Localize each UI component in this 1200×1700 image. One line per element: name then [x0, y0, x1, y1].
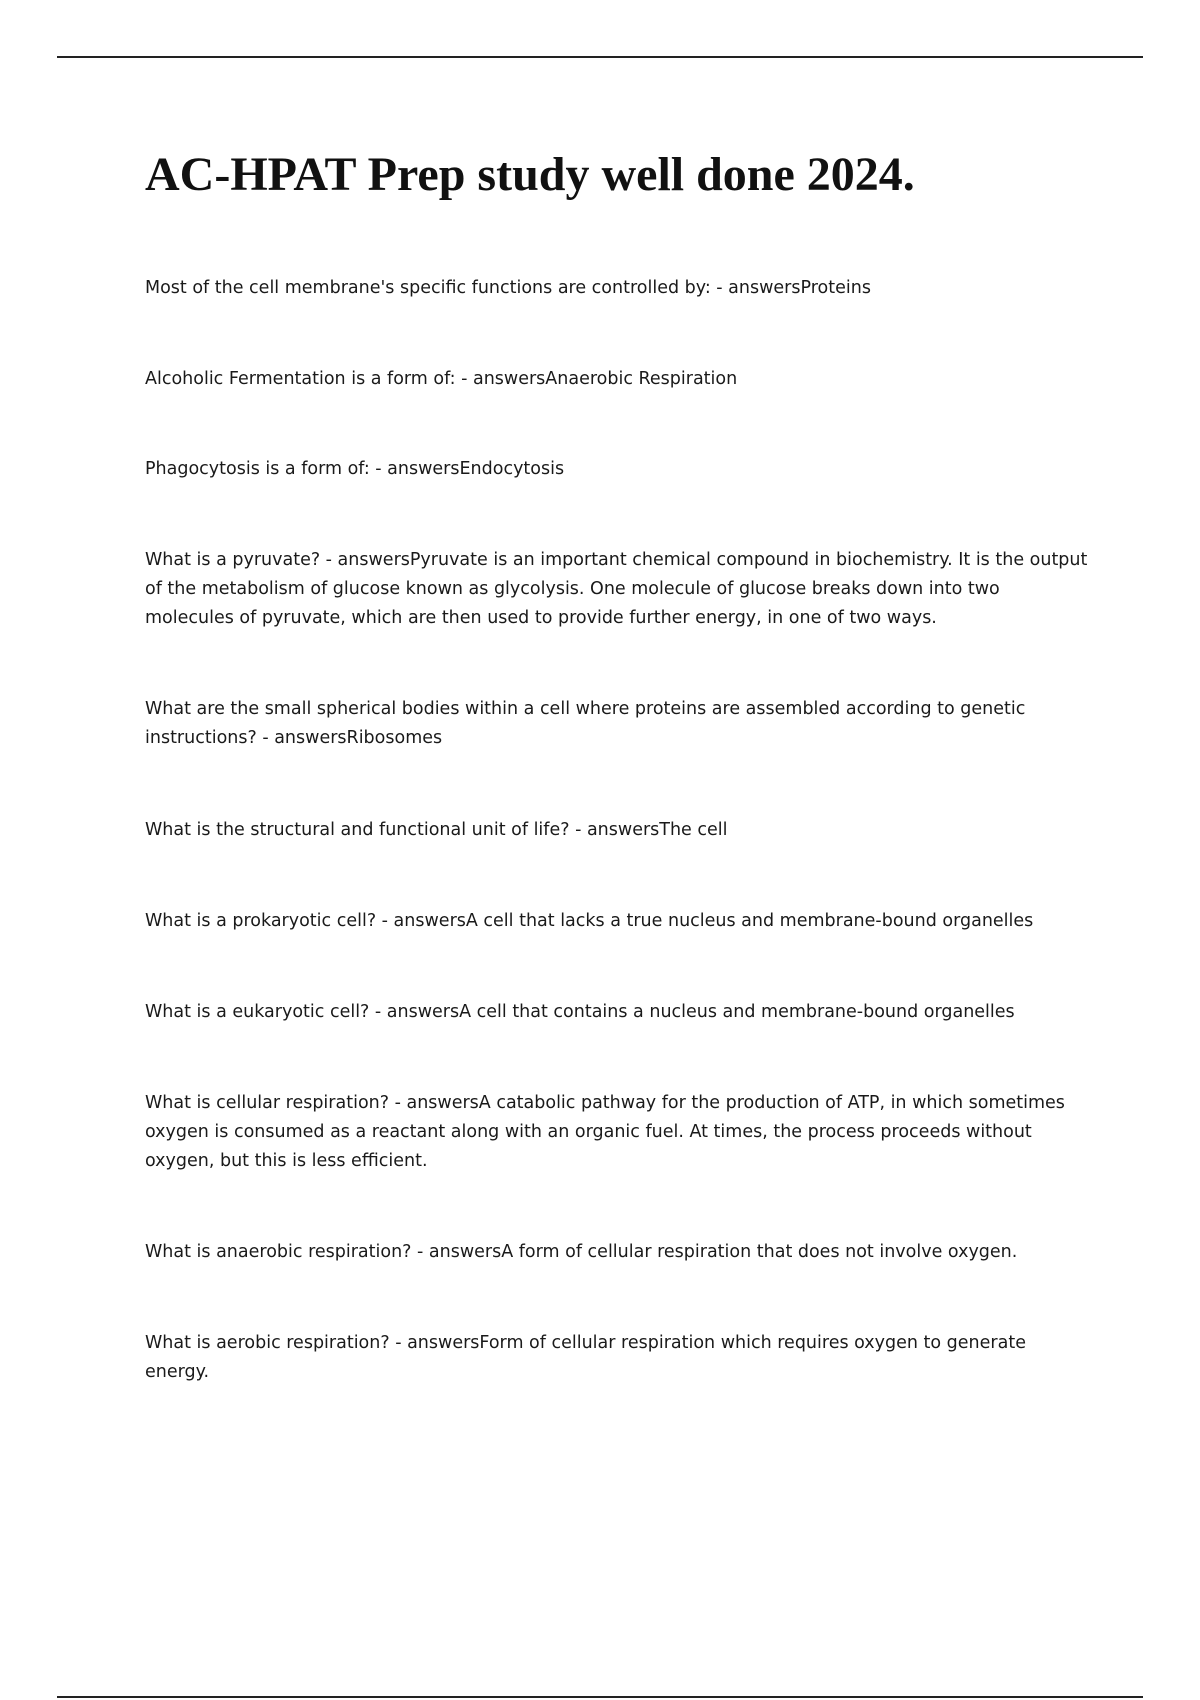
qa-entry: What is anaerobic respiration? - answersA form of cellular respiration that does not involve oxygen. — [145, 1242, 1018, 1262]
qa-entry: What are the small spherical bodies within a cell where proteins are assembled according to genetic instructions? - answersRibosomes — [145, 699, 1026, 748]
qa-entry: What is a eukaryotic cell? - answersA cell that contains a nucleus and membrane-bound organelles — [145, 1002, 1015, 1022]
qa-entry: What is a pyruvate? - answersPyruvate is an important chemical compound in biochemistry. It is the output of the metabolism of glucose known as glycolysis. One molecule of glucose breaks down into two molecules of pyruvate, which are then used to provide further energy, in one of two ways. — [145, 550, 1088, 628]
page-title: AC-HPAT Prep study well done 2024. — [145, 148, 915, 201]
qa-entry: What is the structural and functional unit of life? - answersThe cell — [145, 820, 728, 840]
qa-entry: What is aerobic respiration? - answersForm of cellular respiration which requires oxygen to generate energy. — [145, 1333, 1026, 1382]
qa-entry: Alcoholic Fermentation is a form of: - answersAnaerobic Respiration — [145, 369, 738, 389]
qa-entry: Most of the cell membrane's specific functions are controlled by: - answersProteins — [145, 278, 871, 298]
top-rule — [57, 56, 1143, 58]
qa-entry: Phagocytosis is a form of: - answersEndocytosis — [145, 459, 565, 479]
qa-entry: What is a prokaryotic cell? - answersA cell that lacks a true nucleus and membrane-bound organelles — [145, 911, 1034, 931]
qa-entry: What is cellular respiration? - answersA catabolic pathway for the production of ATP, in which sometimes oxygen is consumed as a reactant along with an organic fuel. At times, the process proceeds without oxygen, but this is less efficient. — [145, 1093, 1065, 1171]
bottom-rule — [57, 1696, 1143, 1698]
